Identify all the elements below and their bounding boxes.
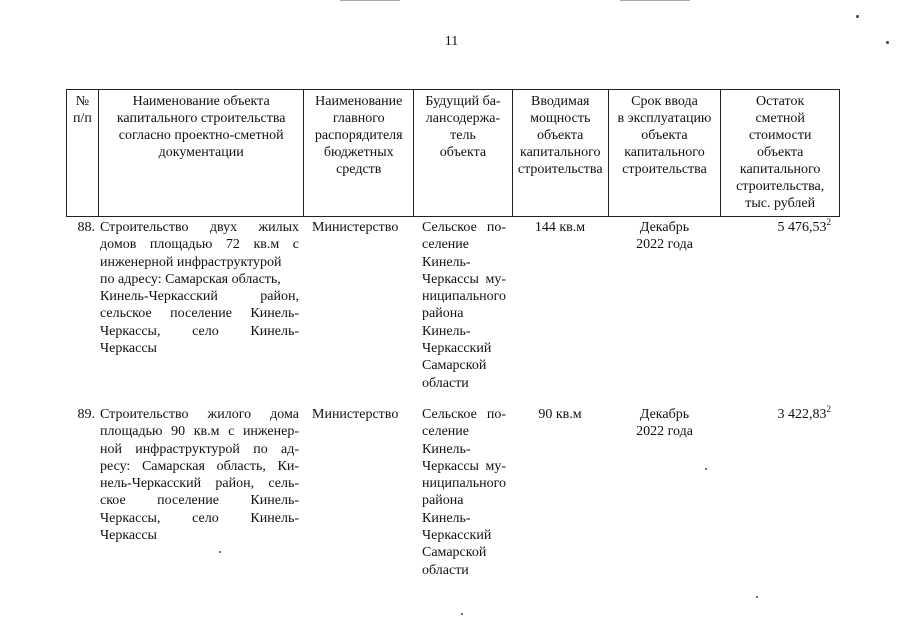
deadline: Декабрь 2022 года: [636, 220, 693, 253]
header-deadline: Срок ввода в эксплуатацию объекта капитального строительства: [608, 90, 721, 216]
page-number: 11: [444, 34, 459, 49]
object-name-line: ское поселение Кинель-: [100, 493, 299, 509]
scan-top-edge-left: [340, 0, 400, 1]
object-name-line: Черкассы: [100, 341, 157, 357]
holder-line: Черкасский: [422, 341, 492, 357]
holder-line: Кинель-: [422, 510, 471, 526]
object-name-line: Строительство жилого дома: [100, 407, 299, 422]
header-remaining-cost: Остаток сметной стоимости объекта капитального строительства, тыс. рублей: [720, 90, 839, 216]
budget-manager: Министерство: [312, 220, 399, 235]
remaining-cost: [721, 406, 840, 579]
header-budget-manager: Наименование главного распорядителя бюджетных средств: [303, 90, 413, 216]
capacity: 90 кв.м: [538, 407, 582, 422]
object-name-line: Черкассы, село Кинель-: [100, 510, 299, 526]
holder-line: области: [422, 375, 469, 391]
holder-line: области: [422, 562, 469, 578]
remaining-cost: [721, 219, 840, 392]
row-number: 88.: [77, 220, 95, 235]
holder-line: ниципального: [422, 289, 507, 305]
table-row: [66, 219, 840, 392]
deadline: Декабрь 2022 года: [636, 407, 693, 440]
header-object-name: Наименование объекта капитального строительства согласно проектно-сметной документации: [98, 90, 303, 216]
object-name: [97, 406, 303, 579]
object-name-line: площадью 90 кв.м с инженер-: [100, 424, 299, 440]
holder-line: селение: [422, 237, 469, 253]
future-holder: [413, 219, 512, 392]
row-number: 89.: [77, 407, 95, 422]
object-name-line: сельское поселение Кинель-: [100, 306, 299, 322]
holder-line: Сельское по-: [422, 220, 506, 235]
holder-line: Черкассы му-: [422, 458, 506, 474]
holder-line: Кинель-: [422, 254, 471, 270]
object-name-line: нель-Черкасский район, сель-: [100, 476, 299, 492]
holder-line: района: [422, 493, 464, 509]
holder-line: района: [422, 306, 464, 322]
holder-line: Самарской: [422, 545, 487, 561]
table-header: [66, 89, 840, 217]
object-name-line: Строительство двух жилых: [100, 220, 299, 235]
header-capacity: Вводимая мощность объекта капитального строительства: [512, 90, 608, 216]
object-name-line: домов площадью 72 кв.м с: [100, 237, 299, 253]
scan-top-edge-right: [620, 0, 690, 1]
holder-line: Кинель-: [422, 323, 471, 339]
table-row: [66, 406, 840, 579]
cost-footnote-mark: 2: [826, 404, 831, 414]
header-number: № п/п: [73, 94, 92, 126]
holder-line: Черкасский: [422, 528, 492, 544]
budget-manager: Министерство: [312, 407, 399, 422]
scan-speck: [886, 41, 889, 44]
header-future-holder: Будущий ба- лансодержа- тель объекта: [413, 90, 512, 216]
scan-speck: [219, 551, 221, 553]
scan-speck: [705, 468, 707, 470]
holder-line: Кинель-: [422, 441, 471, 457]
cost-value: 5 476,53: [777, 220, 827, 235]
capacity: 144 кв.м: [534, 220, 586, 235]
object-name-line: ной инфраструктурой по ад-: [100, 441, 299, 457]
object-name-line: Кинель-Черкасский район,: [100, 289, 299, 305]
cost-footnote-mark: 2: [826, 217, 831, 227]
holder-line: Самарской: [422, 358, 487, 374]
object-name: [97, 219, 303, 392]
cost-value: 3 422,83: [777, 407, 827, 422]
object-name-line: по адресу: Самарская область,: [100, 271, 281, 287]
object-name-line: Черкассы, село Кинель-: [100, 323, 299, 339]
holder-line: Сельское по-: [422, 407, 506, 422]
future-holder: [413, 406, 512, 579]
scan-speck: [461, 613, 463, 615]
holder-line: ниципального: [422, 476, 507, 492]
holder-line: Черкассы му-: [422, 271, 506, 287]
scan-speck: [856, 15, 859, 18]
holder-line: селение: [422, 424, 469, 440]
scan-speck: [756, 596, 758, 598]
object-name-line: инженерной инфраструктурой: [100, 254, 282, 270]
objects-table: [66, 89, 840, 578]
object-name-line: ресу: Самарская область, Ки-: [100, 458, 299, 474]
object-name-line: Черкассы: [100, 528, 157, 544]
